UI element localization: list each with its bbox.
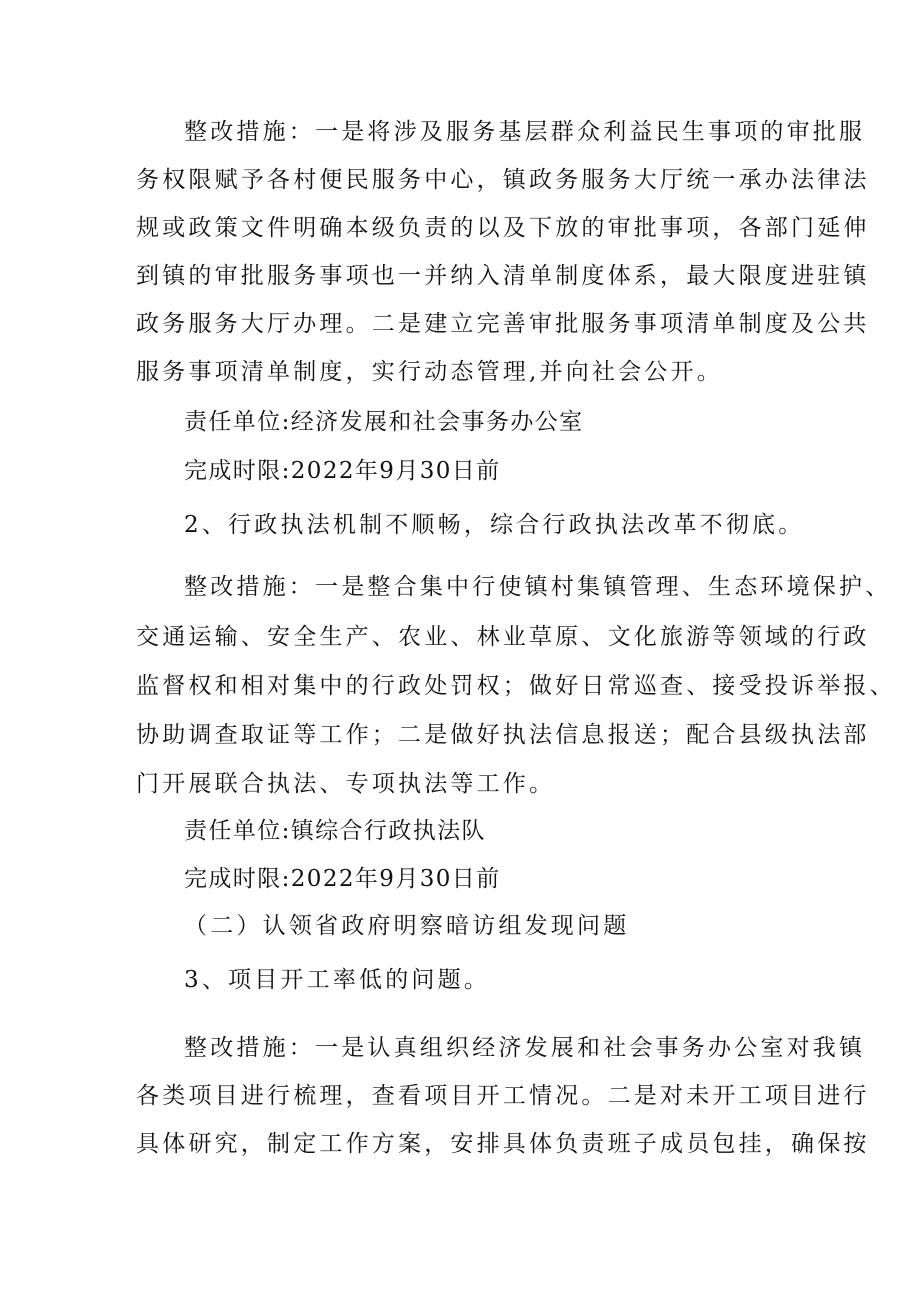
paragraph-line: 服务事项清单制度，实行动态管理,并向社会公开。 <box>136 359 723 385</box>
responsible-unit: 责任单位:经济发展和社会事务办公室 <box>184 409 584 435</box>
paragraph-line: 监督权和相对集中的行政处罚权；做好日常巡查、接受投诉举报、 <box>136 673 896 699</box>
paragraph-line: 整改措施：一是认真组织经济发展和社会事务办公室对我镇 <box>184 1035 866 1061</box>
section-heading: （二）认领省政府明察暗访组发现问题 <box>184 913 630 939</box>
paragraph-line: 政务服务大厅办理。二是建立完善审批服务事项清单制度及公共 <box>136 311 870 337</box>
paragraph-line: 整改措施：一是整合集中行使镇村集镇管理、生态环境保护、 <box>184 574 892 600</box>
issue-item: 3、项目开工率低的问题。 <box>184 967 491 993</box>
responsible-unit: 责任单位:镇综合行政执法队 <box>184 818 486 844</box>
paragraph-line: 整改措施：一是将涉及服务基层群众利益民生事项的审批服 <box>184 119 866 145</box>
paragraph-line: 规或政策文件明确本级负责的以及下放的审批事项，各部门延伸 <box>136 215 870 241</box>
paragraph-line: 交通运输、安全生产、农业、林业草原、文化旅游等领域的行政 <box>136 624 870 650</box>
paragraph-line: 门开展联合执法、专项执法等工作。 <box>136 771 556 797</box>
paragraph-line: 各类项目进行梳理，查看项目开工情况。二是对未开工项目进行 <box>136 1083 870 1109</box>
paragraph-line: 到镇的审批服务事项也一并纳入清单制度体系，最大限度进驻镇 <box>136 263 870 289</box>
deadline: 完成时限:2022年9月30日前 <box>184 458 501 484</box>
paragraph-line: 务权限赋予各村便民服务中心，镇政务服务大厅统一承办法律法 <box>136 167 870 193</box>
paragraph-line: 具体研究，制定工作方案，安排具体负责班子成员包挂，确保按 <box>136 1131 870 1157</box>
deadline: 完成时限:2022年9月30日前 <box>184 866 501 892</box>
issue-item: 2、行政执法机制不顺畅，综合行政执法改革不彻底。 <box>184 512 805 538</box>
paragraph-line: 协助调查取证等工作；二是做好执法信息报送；配合县级执法部 <box>136 722 870 748</box>
